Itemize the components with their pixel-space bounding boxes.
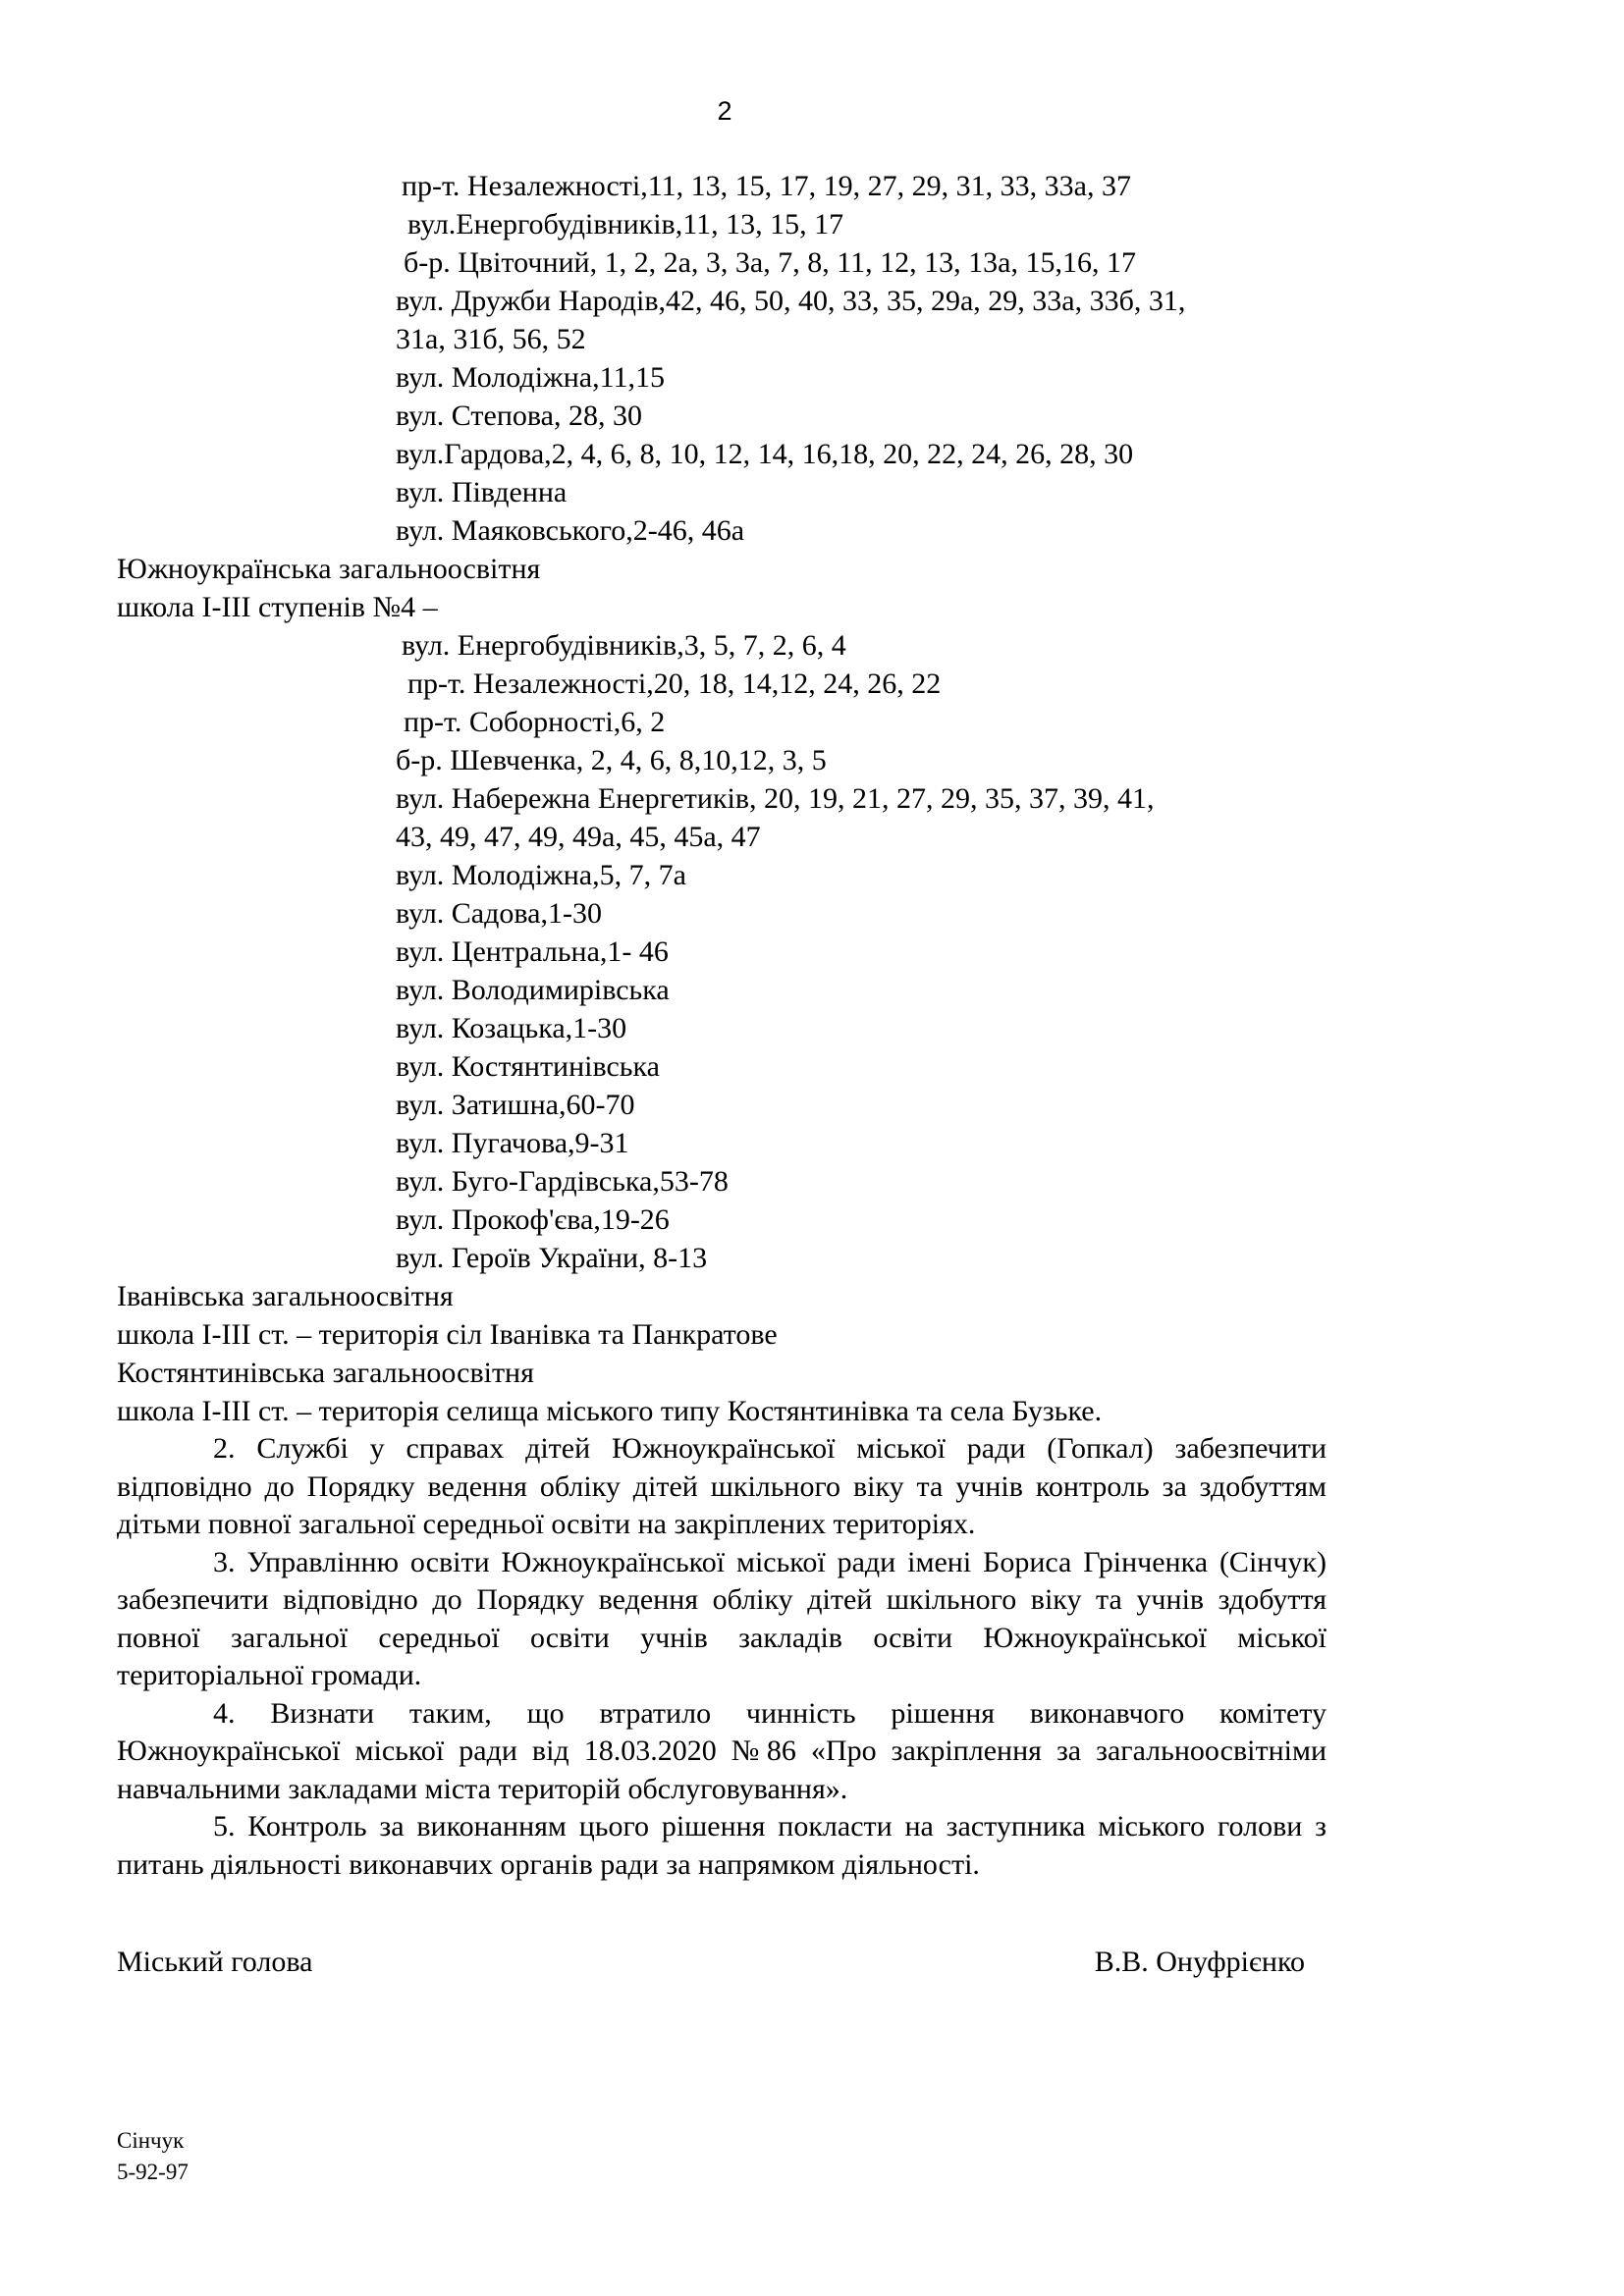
paragraph-2: 2. Службі у справах дітей Южноукраїнської міської ради (Гопкал) забезпечити відповідно до Порядку ведення обліку дітей шкільного віку та учнів контроль за здобуттям дітьми повної загальної середньої освіти на закріплених територіях. xyxy=(117,1432,1326,1540)
executor-info xyxy=(117,2125,189,2188)
school-4-heading xyxy=(117,550,1326,626)
street-line: 43, 49, 47, 49, 49а, 45, 45а, 47 xyxy=(396,821,761,853)
street-line: вул. Прокоф'єва,19-26 xyxy=(396,1203,670,1236)
school-name-line: Южноукраїнська загальноосвітня xyxy=(117,553,541,585)
school-kostiantynivka xyxy=(117,1354,1326,1430)
street-line: вул. Пугачова,9-31 xyxy=(396,1127,629,1159)
street-line: вул. Маяковського,2-46, 46а xyxy=(396,514,745,547)
street-line: вул. Дружби Народів,42, 46, 50, 40, 33, 35, 29а, 29, 33а, 33б, 31, xyxy=(396,285,1186,317)
page-number: 2 xyxy=(717,96,732,126)
executor-name: Сінчук xyxy=(117,2128,185,2153)
street-line: вул. Затишна,60-70 xyxy=(396,1089,635,1121)
street-line: вул. Південна xyxy=(396,476,568,508)
street-line: пр-т. Соборності,6, 2 xyxy=(404,706,666,738)
street-line: вул. Володимирівська xyxy=(396,974,670,1006)
street-line: пр-т. Незалежності,20, 18, 14,12, 24, 26, 22 xyxy=(407,667,942,700)
street-line: вул. Молодіжна,5, 7, 7а xyxy=(396,859,686,891)
street-line: вул.Гардова,2, 4, 6, 8, 10, 12, 14, 16,18, 20, 22, 24, 26, 28, 30 xyxy=(396,438,1134,470)
paragraph-4: 4. Визнати таким, що втратило чинність рішення виконавчого комітету Южноукраїнської міської ради від 18.03.2020 №86 «Про закріплення за загальноосвітніми навчальними закладами міста територій обслуговування». xyxy=(117,1696,1326,1805)
street-line: б-р. Шевченка, 2, 4, 6, 8,10,12, 3, 5 xyxy=(396,744,827,776)
street-line: вул. Молодіжна,11,15 xyxy=(396,361,666,394)
street-line: вул. Центральна,1- 46 xyxy=(396,935,669,968)
executor-phone: 5-92-97 xyxy=(117,2160,189,2184)
street-line: б-р. Цвіточний, 1, 2, 2а, 3, 3а, 7, 8, 11, 12, 13, 13а, 15,16, 17 xyxy=(404,246,1136,279)
street-line: вул. Степова, 28, 30 xyxy=(396,400,642,432)
street-list-previous-school xyxy=(117,167,1326,550)
school-name-line: Іванівська загальноосвітня xyxy=(117,1280,454,1312)
street-line: вул. Козацька,1-30 xyxy=(396,1012,627,1044)
signatory-name: В.В. Онуфрієнко xyxy=(1094,1946,1305,1978)
school-territory-line: школа І-ІІІ ст. – територія селища міського типу Костянтинівка та села Бузьке. xyxy=(117,1395,1103,1427)
street-line: вул. Енергобудівників,3, 5, 7, 2, 6, 4 xyxy=(402,629,846,662)
signatory-title: Міський голова xyxy=(117,1946,313,1978)
school-territory-line: школа І-ІІІ ст. – територія сіл Іванівка та Панкратове xyxy=(117,1318,778,1351)
school-ivanivka xyxy=(117,1277,1326,1354)
school-name-line: Костянтинівська загальноосвітня xyxy=(117,1357,534,1389)
paragraph-5: 5. Контроль за виконанням цього рішення покласти на заступника міського голови з питань діяльності виконавчих органів ради за напрямком діяльності. xyxy=(117,1810,1326,1881)
street-line: вул. Садова,1-30 xyxy=(396,897,602,930)
street-line: 31а, 31б, 56, 52 xyxy=(396,323,586,355)
street-line: вул. Костянтинівська xyxy=(396,1050,660,1083)
street-line: вул.Енергобудівників,11, 13, 15, 17 xyxy=(407,208,844,240)
street-line: вул. Набережна Енергетиків, 20, 19, 21, 27, 29, 35, 37, 39, 41, xyxy=(396,782,1155,815)
street-line: вул. Буго-Гардівська,53-78 xyxy=(396,1165,729,1198)
signature-block xyxy=(117,1946,1305,1979)
street-line: пр-т. Незалежності,11, 13, 15, 17, 19, 27, 29, 31, 33, 33а, 37 xyxy=(402,170,1131,202)
paragraph-3: 3. Управлінню освіти Южноукраїнської міської ради імені Бориса Грінченка (Сінчук) забезпечити відповідно до Порядку ведення обліку дітей шкільного віку та учнів здобуття повної загальної середньої освіти учнів закладів освіти Южноукраїнської міської територіальної громади. xyxy=(117,1545,1326,1691)
street-line: вул. Героїв України, 8-13 xyxy=(396,1242,708,1274)
document-body xyxy=(117,167,1326,1884)
school-name-line: школа І-ІІІ ступенів №4 – xyxy=(117,591,438,623)
street-list-school-4 xyxy=(117,626,1326,1277)
